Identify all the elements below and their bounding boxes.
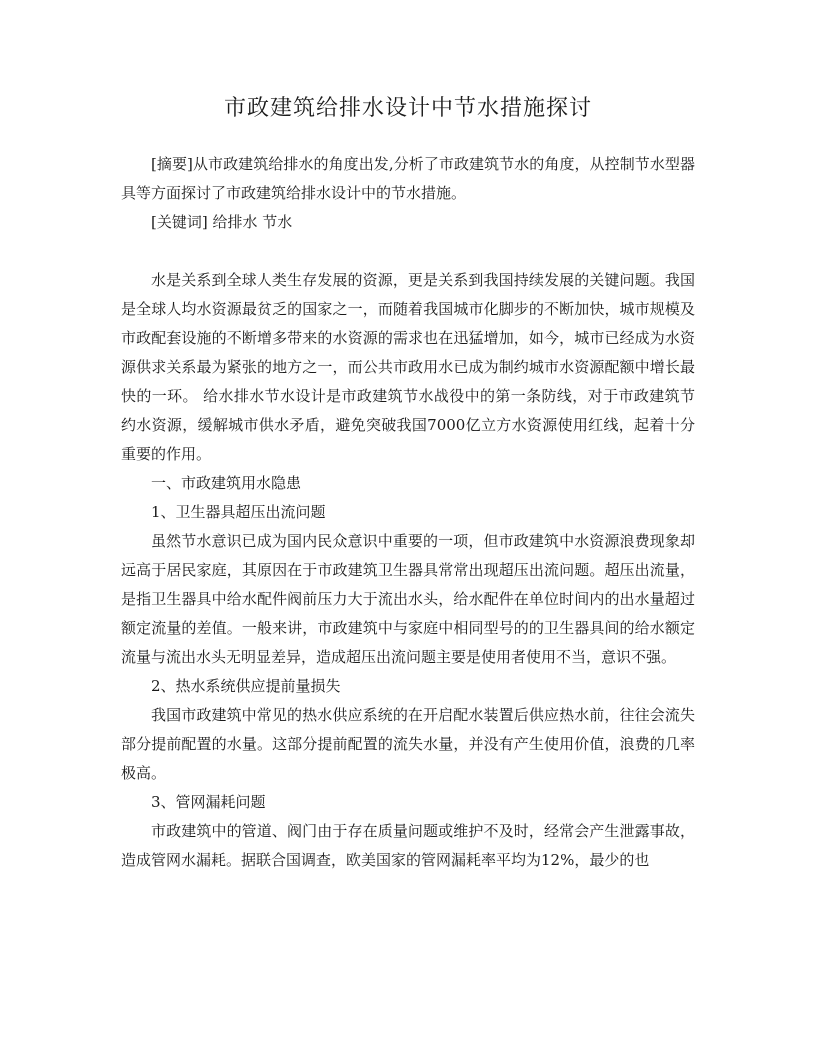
keywords-line: [关键词] 给排水 节水 (151, 213, 293, 231)
intro-paragraph: 水是关系到全球人类生存发展的资源，更是关系到我国持续发展的关键问题。我国是全球人均水资源最贫乏的国家之一，而随着我国城市化脚步的不断加快，城市规模及市政配套设施的不断增多带来的水资源的需求也在迅猛增加，如今，城市已经成为水资源供求关系最为紧张的地方之一，而公共市政用水已成为制约城市水资源配额中增长最快的一环。 给水排水节水设计是市政建筑节水战役中的第一条防线，对于市政建筑节约水资源，缓解城市供水矛盾，避免突破我国7000亿立方水资源使用红线，起着十分重要的作用。 (121, 271, 695, 463)
document-body (121, 150, 695, 875)
section-heading: 一、市政建筑用水隐患 (151, 474, 302, 492)
body-paragraph: 我国市政建筑中常见的热水供应系统的在开启配水装置后供应热水前，往往会流失部分提前配置的水量。这部分提前配置的流失水量，并没有产生使用价值，浪费的几率极高。 (121, 706, 695, 782)
subsection-heading: 3、管网漏耗问题 (151, 793, 266, 811)
subsection-heading: 2、热水系统供应提前量损失 (151, 677, 341, 695)
subsection-heading: 1、卫生器具超压出流问题 (151, 503, 326, 521)
body-paragraph: 市政建筑中的管道、阀门由于存在质量问题或维护不及时，经常会产生泄露事故，造成管网水漏耗。据联合国调查，欧美国家的管网漏耗率平均为12%，最少的也 (121, 822, 695, 869)
abstract-paragraph: [摘要]从市政建筑给排水的角度出发,分析了市政建筑节水的角度，从控制节水型器具等方面探讨了市政建筑给排水设计中的节水措施。 (121, 155, 695, 202)
document-title: 市政建筑给排水设计中节水措施探讨 (223, 96, 592, 121)
body-paragraph: 虽然节水意识已成为国内民众意识中重要的一项，但市政建筑中水资源浪费现象却远高于居民家庭，其原因在于市政建筑卫生器具常常出现超压出流问题。超压出流量，是指卫生器具中给水配件阀前压力大于流出水头，给水配件在单位时间内的出水量超过额定流量的差值。一般来讲，市政建筑中与家庭中相同型号的的卫生器具间的给水额定流量与流出水头无明显差异，造成超压出流问题主要是使用者使用不当，意识不强。 (121, 532, 695, 666)
